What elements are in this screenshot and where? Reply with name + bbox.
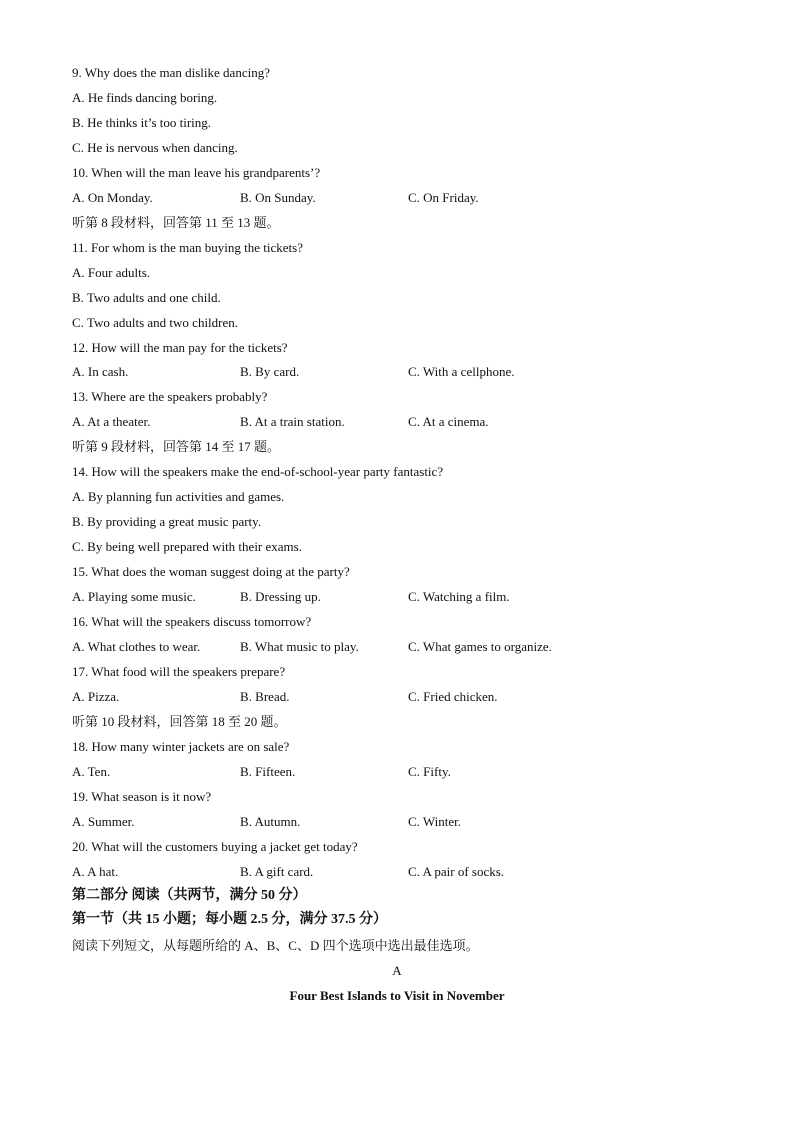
q10-option-c: C. On Friday. (408, 190, 479, 205)
q16-stem: 16. What will the speakers discuss tomorrow? (72, 614, 312, 629)
q19-option-a: A. Summer. (72, 814, 135, 829)
q16-option-a: A. What clothes to wear. (72, 639, 201, 654)
q20-stem: 20. What will the customers buying a jacket get today? (72, 839, 358, 854)
q13-option-a: A. At a theater. (72, 414, 151, 429)
q13-options (72, 412, 489, 432)
q14-stem: 14. How will the speakers make the end-of-school-year party fantastic? (72, 464, 444, 479)
q9-option-c: C. He is nervous when dancing. (72, 140, 238, 155)
q9-stem: 9. Why does the man dislike dancing? (72, 65, 270, 80)
q17-options (72, 687, 498, 707)
q10-option-b: B. On Sunday. (240, 190, 316, 205)
q14-option-c: C. By being well prepared with their exams. (72, 539, 302, 554)
q20-options (72, 862, 504, 882)
part-two-heading: 第二部分 阅读（共两节，满分 50 分） (72, 888, 307, 903)
q12-stem: 12. How will the man pay for the tickets? (72, 340, 288, 355)
q10-option-a: A. On Monday. (72, 190, 153, 205)
q15-option-a: A. Playing some music. (72, 589, 196, 604)
q17-stem: 17. What food will the speakers prepare? (72, 664, 286, 679)
q16-option-c: C. What games to organize. (408, 639, 552, 654)
q19-option-c: C. Winter. (408, 814, 462, 829)
passage-title: Four Best Islands to Visit in November (289, 988, 505, 1003)
q11-option-c: C. Two adults and two children. (72, 315, 239, 330)
q15-option-c: C. Watching a film. (408, 589, 510, 604)
q20-option-a: A. A hat. (72, 864, 119, 879)
q15-stem: 15. What does the woman suggest doing at the party? (72, 564, 350, 579)
q18-option-b: B. Fifteen. (240, 764, 296, 779)
q10-options (72, 188, 479, 208)
q13-option-c: C. At a cinema. (408, 414, 489, 429)
q19-option-b: B. Autumn. (240, 814, 301, 829)
section-9-heading: 听第 9 段材料，回答第 14 至 17 题。 (72, 439, 281, 454)
q18-option-a: A. Ten. (72, 764, 111, 779)
q12-option-b: B. By card. (240, 364, 300, 379)
q20-option-c: C. A pair of socks. (408, 864, 505, 879)
q18-option-c: C. Fifty. (408, 764, 451, 779)
section-8-heading: 听第 8 段材料，回答第 11 至 13 题。 (72, 215, 280, 230)
q10-stem: 10. When will the man leave his grandparents’? (72, 165, 321, 180)
q15-option-b: B. Dressing up. (240, 589, 321, 604)
q12-option-c: C. With a cellphone. (408, 364, 515, 379)
q12-options (72, 362, 514, 382)
q19-options (72, 812, 461, 832)
q20-option-b: B. A gift card. (240, 864, 314, 879)
q15-options (72, 587, 510, 607)
q16-option-b: B. What music to play. (240, 639, 359, 654)
q16-options (72, 637, 552, 657)
q18-options (72, 762, 451, 782)
reading-instruction: 阅读下列短文，从每题所给的 A、B、C、D 四个选项中选出最佳选项。 (72, 938, 479, 953)
q11-option-b: B. Two adults and one child. (72, 290, 221, 305)
q11-stem: 11. For whom is the man buying the tickets? (72, 240, 303, 255)
q13-stem: 13. Where are the speakers probably? (72, 389, 268, 404)
q17-option-a: A. Pizza. (72, 689, 120, 704)
q11-option-a: A. Four adults. (72, 265, 150, 280)
q12-option-a: A. In cash. (72, 364, 129, 379)
q18-stem: 18. How many winter jackets are on sale? (72, 739, 290, 754)
passage-letter: A (392, 963, 402, 978)
section-one-heading: 第一节（共 15 小题；每小题 2.5 分，满分 37.5 分） (72, 912, 387, 927)
q14-option-a: A. By planning fun activities and games. (72, 489, 285, 504)
q14-option-b: B. By providing a great music party. (72, 514, 262, 529)
q17-option-c: C. Fried chicken. (408, 689, 498, 704)
q17-option-b: B. Bread. (240, 689, 290, 704)
q19-stem: 19. What season is it now? (72, 789, 212, 804)
section-10-heading: 听第 10 段材料，回答第 18 至 20 题。 (72, 714, 287, 729)
q13-option-b: B. At a train station. (240, 414, 345, 429)
q9-option-b: B. He thinks it’s too tiring. (72, 115, 212, 130)
q9-option-a: A. He finds dancing boring. (72, 90, 218, 105)
